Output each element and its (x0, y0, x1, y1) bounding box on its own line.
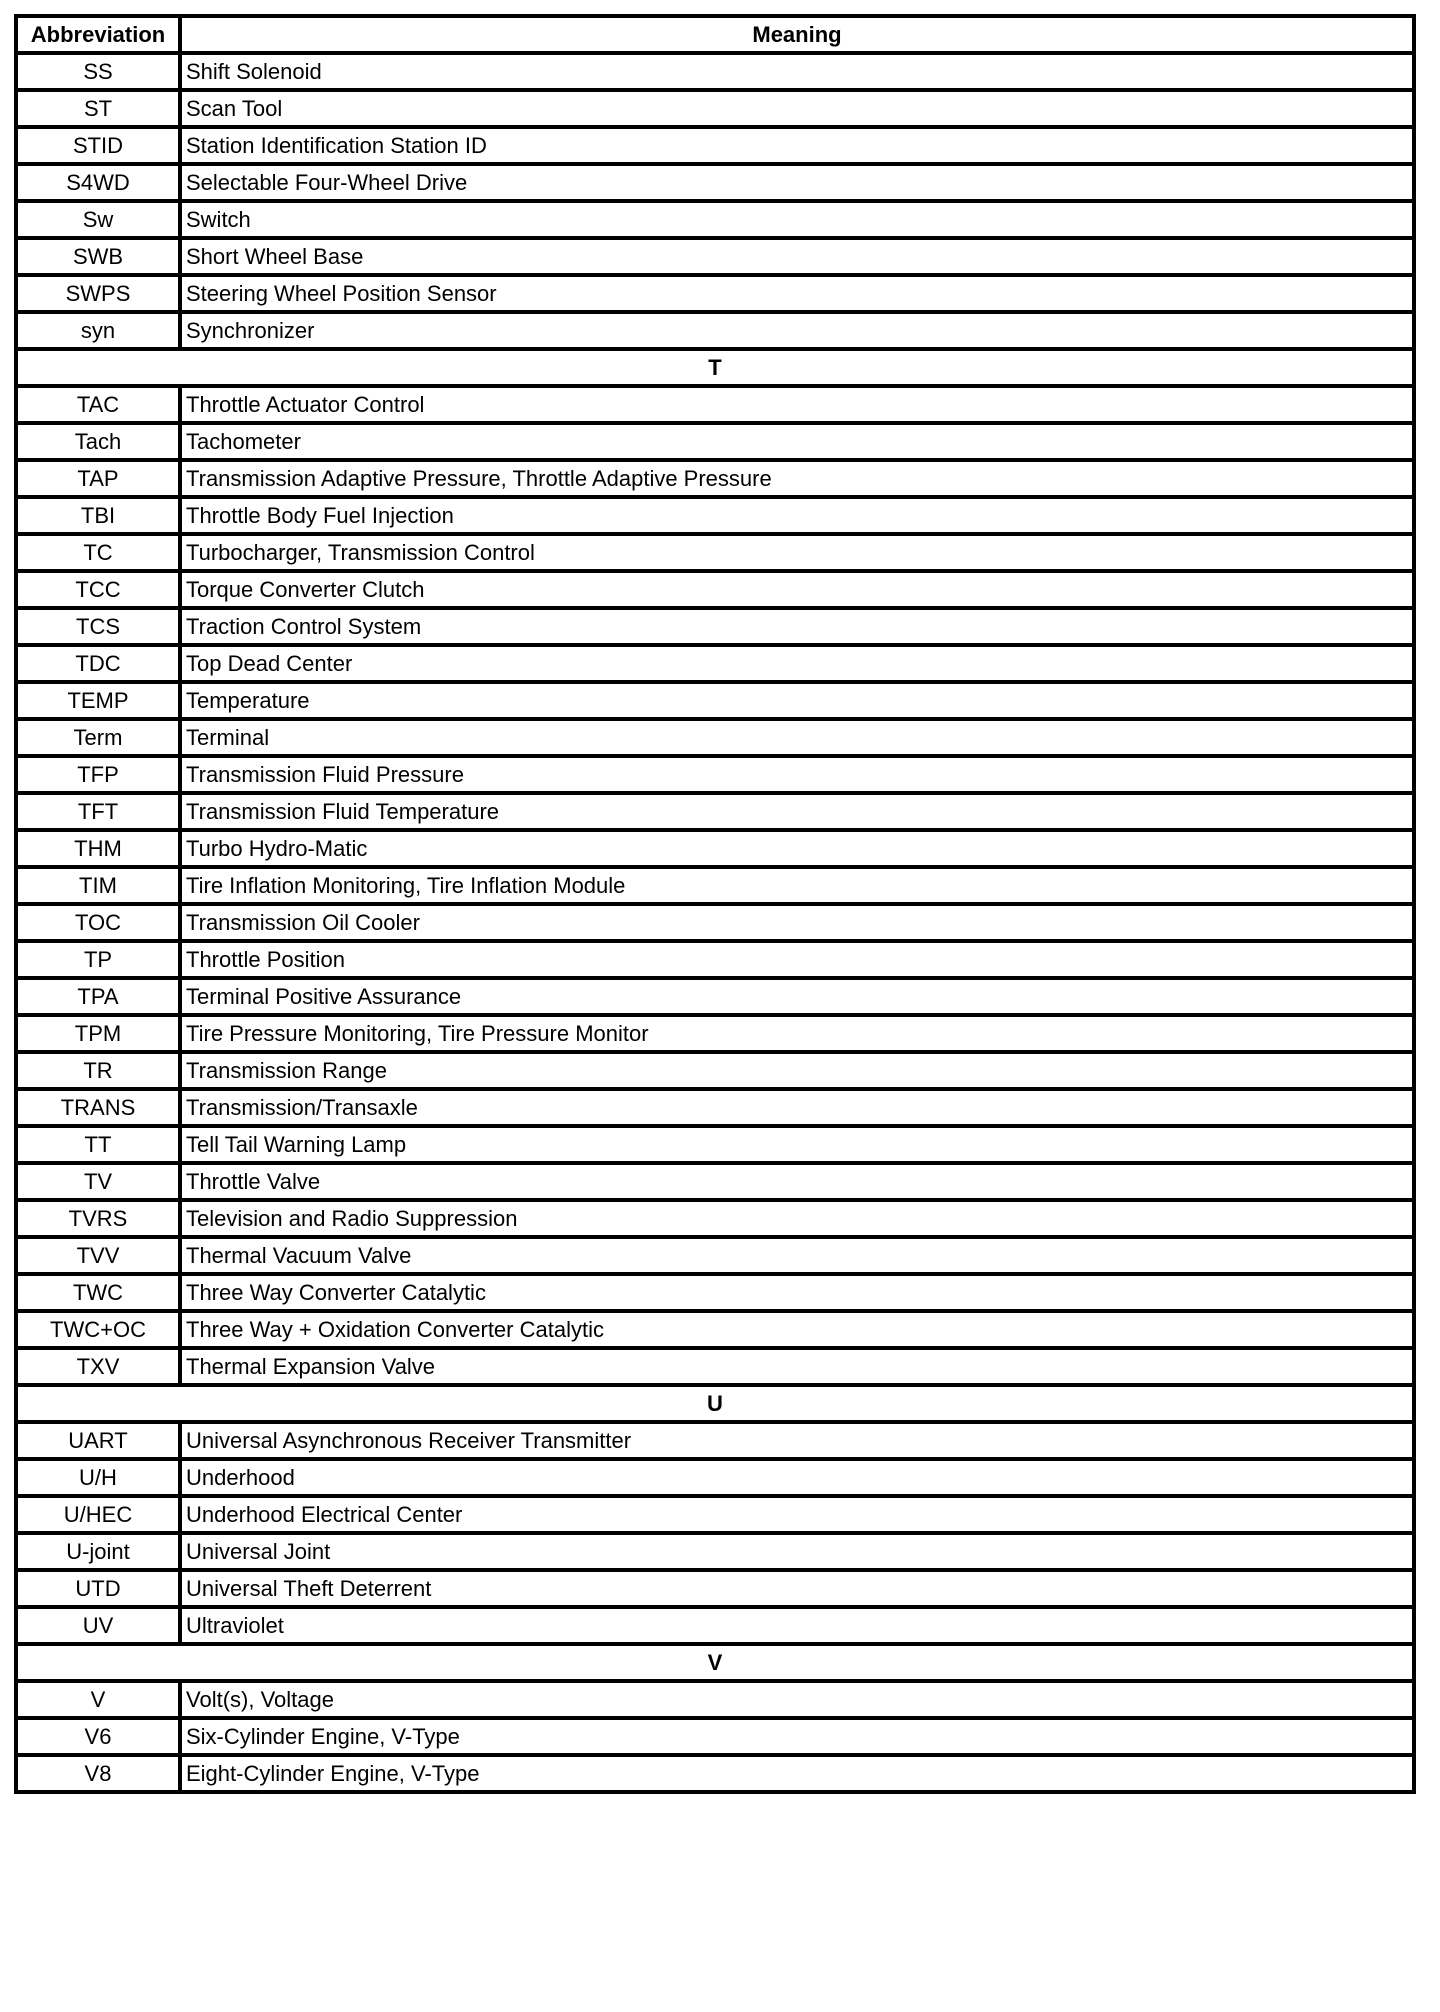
abbreviation-cell: TVV (16, 1237, 180, 1274)
abbreviation-cell: V8 (16, 1755, 180, 1792)
abbreviation-cell: TRANS (16, 1089, 180, 1126)
table-row (16, 1237, 1414, 1274)
abbreviation-cell: TAP (16, 460, 180, 497)
section-letter: T (16, 349, 1414, 386)
meaning-cell: Top Dead Center (180, 645, 1414, 682)
abbreviation-cell: UTD (16, 1570, 180, 1607)
abbreviation-cell: TCC (16, 571, 180, 608)
meaning-cell: Scan Tool (180, 90, 1414, 127)
abbreviation-cell: TR (16, 1052, 180, 1089)
table-row (16, 497, 1414, 534)
meaning-cell: Turbocharger, Transmission Control (180, 534, 1414, 571)
table-row (16, 1681, 1414, 1718)
section-row (16, 349, 1414, 386)
meaning-cell: Station Identification Station ID (180, 127, 1414, 164)
meaning-cell: Terminal Positive Assurance (180, 978, 1414, 1015)
table-row (16, 275, 1414, 312)
abbreviation-cell: syn (16, 312, 180, 349)
table-row (16, 1052, 1414, 1089)
abbreviation-cell: ST (16, 90, 180, 127)
abbreviation-cell: U/HEC (16, 1496, 180, 1533)
table-row (16, 534, 1414, 571)
abbreviation-cell: THM (16, 830, 180, 867)
abbreviation-cell: SWPS (16, 275, 180, 312)
table-row (16, 904, 1414, 941)
table-body (16, 53, 1414, 1792)
table-row (16, 386, 1414, 423)
table-row (16, 682, 1414, 719)
abbreviation-cell: Tach (16, 423, 180, 460)
meaning-cell: Throttle Actuator Control (180, 386, 1414, 423)
abbreviation-cell: U-joint (16, 1533, 180, 1570)
abbreviation-cell: V6 (16, 1718, 180, 1755)
table-row (16, 1496, 1414, 1533)
table-row (16, 1718, 1414, 1755)
abbreviation-cell: TAC (16, 386, 180, 423)
meaning-cell: Transmission Adaptive Pressure, Throttle Adaptive Pressure (180, 460, 1414, 497)
abbreviation-cell: TDC (16, 645, 180, 682)
abbreviation-cell: TVRS (16, 1200, 180, 1237)
table-row (16, 608, 1414, 645)
abbreviation-cell: U/H (16, 1459, 180, 1496)
header-row (16, 16, 1414, 53)
meaning-cell: Thermal Expansion Valve (180, 1348, 1414, 1385)
table-row (16, 53, 1414, 90)
abbreviation-cell: Sw (16, 201, 180, 238)
meaning-cell: Throttle Position (180, 941, 1414, 978)
table-row (16, 90, 1414, 127)
meaning-cell: Universal Theft Deterrent (180, 1570, 1414, 1607)
meaning-cell: Transmission Range (180, 1052, 1414, 1089)
meaning-cell: Steering Wheel Position Sensor (180, 275, 1414, 312)
meaning-cell: Transmission/Transaxle (180, 1089, 1414, 1126)
abbreviation-cell: TBI (16, 497, 180, 534)
abbreviation-cell: TIM (16, 867, 180, 904)
meaning-cell: Underhood (180, 1459, 1414, 1496)
meaning-cell: Turbo Hydro-Matic (180, 830, 1414, 867)
table-row (16, 571, 1414, 608)
meaning-cell: Tire Inflation Monitoring, Tire Inflation Module (180, 867, 1414, 904)
table-row (16, 1200, 1414, 1237)
meaning-cell: Universal Joint (180, 1533, 1414, 1570)
meaning-cell: Terminal (180, 719, 1414, 756)
table-row (16, 719, 1414, 756)
table-row (16, 1311, 1414, 1348)
abbreviation-cell: STID (16, 127, 180, 164)
table-row (16, 756, 1414, 793)
table-row (16, 830, 1414, 867)
abbreviation-cell: TFP (16, 756, 180, 793)
abbreviation-cell: Term (16, 719, 180, 756)
meaning-cell: Throttle Body Fuel Injection (180, 497, 1414, 534)
meaning-cell: Underhood Electrical Center (180, 1496, 1414, 1533)
meaning-cell: Transmission Fluid Pressure (180, 756, 1414, 793)
abbreviation-cell: TPA (16, 978, 180, 1015)
meaning-cell: Six-Cylinder Engine, V-Type (180, 1718, 1414, 1755)
abbreviation-cell: TOC (16, 904, 180, 941)
table-row (16, 1274, 1414, 1311)
header-meaning: Meaning (180, 16, 1414, 53)
abbreviation-cell: TC (16, 534, 180, 571)
meaning-cell: Three Way + Oxidation Converter Catalytic (180, 1311, 1414, 1348)
meaning-cell: Tire Pressure Monitoring, Tire Pressure Monitor (180, 1015, 1414, 1052)
table-row (16, 460, 1414, 497)
table-row (16, 1459, 1414, 1496)
table-row (16, 1348, 1414, 1385)
abbreviation-cell: TT (16, 1126, 180, 1163)
table-row (16, 201, 1414, 238)
meaning-cell: Torque Converter Clutch (180, 571, 1414, 608)
abbreviation-table (14, 14, 1416, 1794)
abbreviation-cell: TP (16, 941, 180, 978)
table-row (16, 1422, 1414, 1459)
table-row (16, 1163, 1414, 1200)
section-row (16, 1385, 1414, 1422)
section-letter: V (16, 1644, 1414, 1681)
abbreviation-cell: TEMP (16, 682, 180, 719)
table-row (16, 164, 1414, 201)
abbreviation-cell: S4WD (16, 164, 180, 201)
header-abbreviation: Abbreviation (16, 16, 180, 53)
meaning-cell: Three Way Converter Catalytic (180, 1274, 1414, 1311)
table-row (16, 1570, 1414, 1607)
table-row (16, 941, 1414, 978)
meaning-cell: Television and Radio Suppression (180, 1200, 1414, 1237)
table-row (16, 867, 1414, 904)
meaning-cell: Universal Asynchronous Receiver Transmitter (180, 1422, 1414, 1459)
abbreviation-cell: TPM (16, 1015, 180, 1052)
meaning-cell: Synchronizer (180, 312, 1414, 349)
meaning-cell: Short Wheel Base (180, 238, 1414, 275)
table-row (16, 1089, 1414, 1126)
abbreviation-cell: TWC (16, 1274, 180, 1311)
abbreviation-cell: SWB (16, 238, 180, 275)
meaning-cell: Shift Solenoid (180, 53, 1414, 90)
meaning-cell: Tachometer (180, 423, 1414, 460)
meaning-cell: Eight-Cylinder Engine, V-Type (180, 1755, 1414, 1792)
table-row (16, 645, 1414, 682)
meaning-cell: Volt(s), Voltage (180, 1681, 1414, 1718)
table-row (16, 1755, 1414, 1792)
table-row (16, 312, 1414, 349)
table-row (16, 793, 1414, 830)
abbreviation-cell: TV (16, 1163, 180, 1200)
abbreviation-cell: UV (16, 1607, 180, 1644)
table-row (16, 1607, 1414, 1644)
table-row (16, 1533, 1414, 1570)
section-letter: U (16, 1385, 1414, 1422)
table-row (16, 978, 1414, 1015)
meaning-cell: Transmission Oil Cooler (180, 904, 1414, 941)
abbreviation-cell: SS (16, 53, 180, 90)
table-row (16, 1126, 1414, 1163)
abbreviation-cell: TWC+OC (16, 1311, 180, 1348)
table-row (16, 1015, 1414, 1052)
table-row (16, 238, 1414, 275)
abbreviation-cell: TFT (16, 793, 180, 830)
meaning-cell: Tell Tail Warning Lamp (180, 1126, 1414, 1163)
abbreviation-cell: TXV (16, 1348, 180, 1385)
abbreviation-cell: UART (16, 1422, 180, 1459)
meaning-cell: Switch (180, 201, 1414, 238)
meaning-cell: Throttle Valve (180, 1163, 1414, 1200)
table-row (16, 127, 1414, 164)
meaning-cell: Selectable Four-Wheel Drive (180, 164, 1414, 201)
table-row (16, 423, 1414, 460)
meaning-cell: Traction Control System (180, 608, 1414, 645)
meaning-cell: Temperature (180, 682, 1414, 719)
section-row (16, 1644, 1414, 1681)
meaning-cell: Transmission Fluid Temperature (180, 793, 1414, 830)
meaning-cell: Thermal Vacuum Valve (180, 1237, 1414, 1274)
abbreviation-cell: V (16, 1681, 180, 1718)
meaning-cell: Ultraviolet (180, 1607, 1414, 1644)
abbreviation-cell: TCS (16, 608, 180, 645)
